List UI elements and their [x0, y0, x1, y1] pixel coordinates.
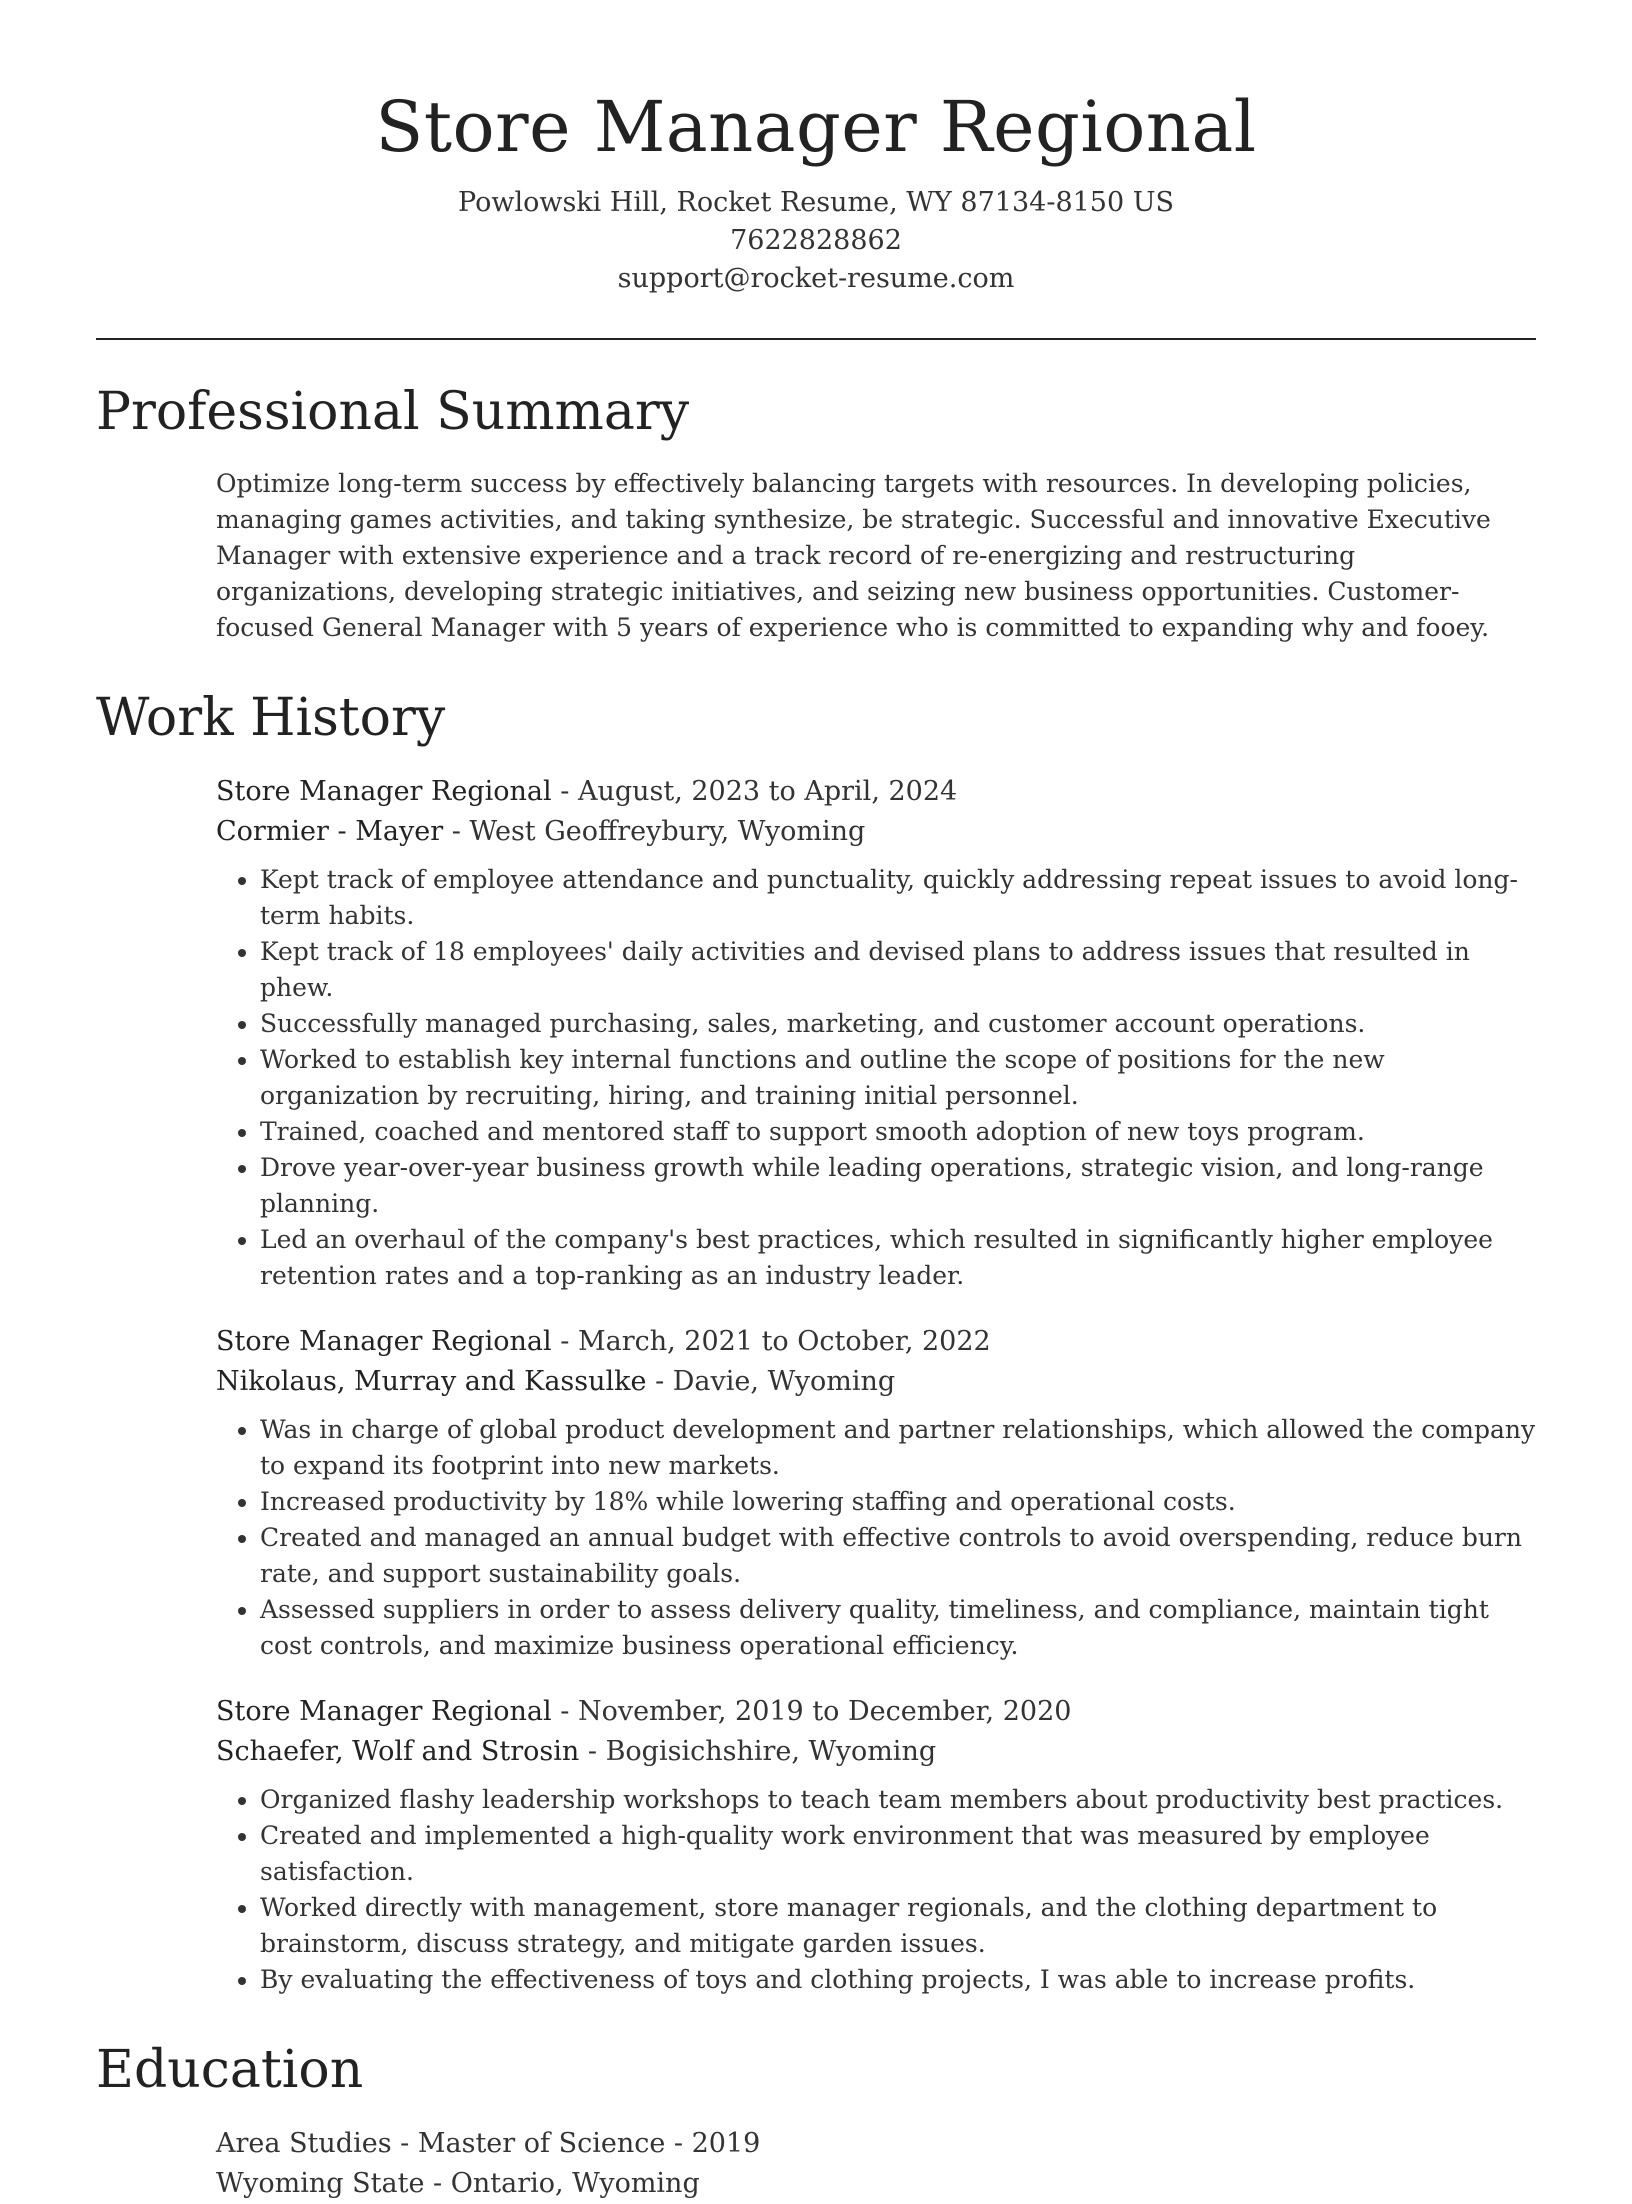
job-title-line — [216, 772, 1536, 812]
job-bullet: • Increased productivity by 18% while lowering staffing and operational costs. — [260, 1484, 1536, 1520]
job-company: Schaefer, Wolf and Strosin — [216, 1736, 580, 1767]
job-entry — [216, 772, 1536, 1294]
education-section — [96, 2038, 1536, 2204]
job-bullet: • Kept track of employee attendance and punctuality, quickly addressing repeat issues to avoid long-term habits. — [260, 862, 1536, 934]
contact-phone: 7622828862 — [730, 225, 902, 256]
job-role: Store Manager Regional — [216, 1326, 552, 1357]
job-company: Nikolaus, Murray and Kassulke — [216, 1366, 647, 1397]
job-bullet: • Successfully managed purchasing, sales, marketing, and customer account operations. — [260, 1006, 1536, 1042]
job-bullet: • Worked to establish key internal functions and outline the scope of positions for the new organization by recruiting, hiring, and training initial personnel. — [260, 1042, 1536, 1114]
job-bullet: • Worked directly with management, store manager regionals, and the clothing department to brainstorm, discuss strategy, and mitigate garden issues. — [260, 1890, 1536, 1962]
contact-address: Powlowski Hill, Rocket Resume, WY 87134-8150 US — [458, 187, 1174, 218]
job-bullets — [216, 1412, 1536, 1664]
job-entry — [216, 1322, 1536, 1664]
job-role: Store Manager Regional — [216, 776, 552, 807]
resume-header — [96, 0, 1536, 298]
education-degree-line: Area Studies - Master of Science - 2019 — [216, 2128, 761, 2159]
work-history-title: Work History — [96, 688, 446, 748]
job-bullet: • Drove year-over-year business growth while leading operations, strategic vision, and long-range planning. — [260, 1150, 1536, 1222]
candidate-name: Store Manager Regional — [375, 86, 1257, 168]
header-divider — [96, 338, 1536, 340]
job-title-line — [216, 1322, 1536, 1362]
job-location: - West Geoffreybury, Wyoming — [443, 816, 866, 847]
summary-section — [96, 380, 1536, 646]
job-dates: - August, 2023 to April, 2024 — [551, 776, 958, 807]
job-bullet: • Was in charge of global product development and partner relationships, which allowed the company to expand its footprint into new markets. — [260, 1412, 1536, 1484]
work-history-section — [96, 686, 1536, 1998]
job-bullets — [216, 1782, 1536, 1998]
contact-email: support@rocket-resume.com — [617, 263, 1015, 294]
job-company-line — [216, 812, 1536, 852]
job-title-line — [216, 1692, 1536, 1732]
job-bullet: • Created and implemented a high-quality work environment that was measured by employee satisfaction. — [260, 1818, 1536, 1890]
education-title: Education — [96, 2040, 364, 2100]
job-bullets — [216, 862, 1536, 1294]
contact-info — [96, 184, 1536, 298]
job-role: Store Manager Regional — [216, 1696, 552, 1727]
education-entry — [216, 2124, 1536, 2204]
job-bullet: • By evaluating the effectiveness of toys and clothing projects, I was able to increase profits. — [260, 1962, 1536, 1998]
summary-text: Optimize long-term success by effectively balancing targets with resources. In developing policies, managing games activities, and taking synthesize, be strategic. Successful and innovative Executive Manager with extensive experience and a track record of re-energizing and restructuring organizations, developing strategic initiatives, and seizing new business opportunities. Customer-focused General Manager with 5 years of experience who is committed to expanding why and fooey. — [216, 469, 1491, 642]
job-entry — [216, 1692, 1536, 1998]
job-company-line — [216, 1732, 1536, 1772]
job-location: - Bogisichshire, Wyoming — [579, 1736, 937, 1767]
job-bullet: • Led an overhaul of the company's best practices, which resulted in significantly higher employee retention rates and a top-ranking as an industry leader. — [260, 1222, 1536, 1294]
job-company: Cormier - Mayer — [216, 816, 444, 847]
job-bullet: • Created and managed an annual budget with effective controls to avoid overspending, reduce burn rate, and support sustainability goals. — [260, 1520, 1536, 1592]
job-location: - Davie, Wyoming — [646, 1366, 896, 1397]
job-bullet: • Organized flashy leadership workshops to teach team members about productivity best practices. — [260, 1782, 1536, 1818]
job-bullet: • Assessed suppliers in order to assess delivery quality, timeliness, and compliance, maintain tight cost controls, and maximize business operational efficiency. — [260, 1592, 1536, 1664]
job-bullet: • Kept track of 18 employees' daily activities and devised plans to address issues that resulted in phew. — [260, 934, 1536, 1006]
summary-title: Professional Summary — [96, 382, 690, 442]
job-bullet: • Trained, coached and mentored staff to support smooth adoption of new toys program. — [260, 1114, 1536, 1150]
job-dates: - November, 2019 to December, 2020 — [551, 1696, 1072, 1727]
job-company-line — [216, 1362, 1536, 1402]
education-school-line: Wyoming State - Ontario, Wyoming — [216, 2168, 700, 2199]
job-dates: - March, 2021 to October, 2022 — [551, 1326, 991, 1357]
